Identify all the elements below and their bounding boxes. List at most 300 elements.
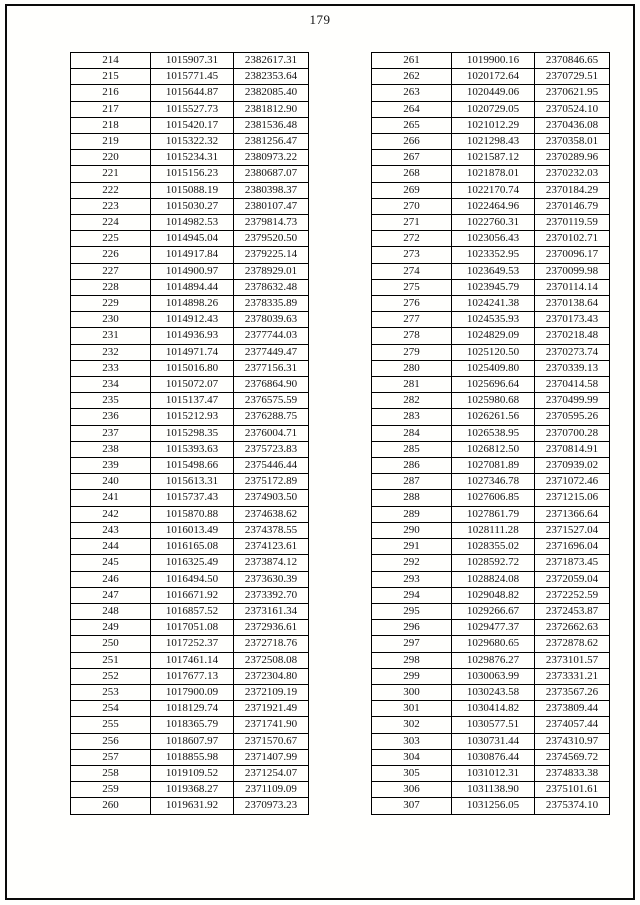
table-cell: 226 xyxy=(71,247,151,263)
table-cell: 1014945.04 xyxy=(151,231,234,247)
coordinate-table-right-body xyxy=(372,53,610,815)
table-row xyxy=(372,166,610,182)
table-cell: 1027346.78 xyxy=(452,474,535,490)
table-cell: 260 xyxy=(71,798,151,814)
table-cell: 1024829.09 xyxy=(452,328,535,344)
table-cell: 2374310.97 xyxy=(535,733,610,749)
table-cell: 290 xyxy=(372,522,452,538)
table-row xyxy=(71,215,309,231)
page-number: 179 xyxy=(309,12,331,27)
table-cell: 1025980.68 xyxy=(452,393,535,409)
table-cell: 292 xyxy=(372,555,452,571)
table-cell: 2370814.91 xyxy=(535,441,610,457)
table-row xyxy=(372,360,610,376)
table-row xyxy=(71,441,309,457)
table-cell: 269 xyxy=(372,182,452,198)
table-cell: 298 xyxy=(372,652,452,668)
table-cell: 1015137.47 xyxy=(151,393,234,409)
table-cell: 2370524.10 xyxy=(535,101,610,117)
table-cell: 2375723.83 xyxy=(234,441,309,457)
table-row xyxy=(71,150,309,166)
table-row xyxy=(71,166,309,182)
table-cell: 1015030.27 xyxy=(151,198,234,214)
table-cell: 2370414.58 xyxy=(535,377,610,393)
table-cell: 2380687.07 xyxy=(234,166,309,182)
table-cell: 2376288.75 xyxy=(234,409,309,425)
table-cell: 272 xyxy=(372,231,452,247)
table-cell: 234 xyxy=(71,377,151,393)
table-cell: 239 xyxy=(71,458,151,474)
table-cell: 1016671.92 xyxy=(151,587,234,603)
table-row xyxy=(372,101,610,117)
table-row xyxy=(71,85,309,101)
table-cell: 2381256.47 xyxy=(234,134,309,150)
table-row xyxy=(372,652,610,668)
table-cell: 1019631.92 xyxy=(151,798,234,814)
table-cell: 1015212.93 xyxy=(151,409,234,425)
table-cell: 1015072.07 xyxy=(151,377,234,393)
table-cell: 2370119.59 xyxy=(535,215,610,231)
table-cell: 284 xyxy=(372,425,452,441)
table-cell: 225 xyxy=(71,231,151,247)
table-row xyxy=(71,69,309,85)
table-cell: 1029048.82 xyxy=(452,587,535,603)
table-cell: 2380398.37 xyxy=(234,182,309,198)
table-row xyxy=(372,603,610,619)
table-cell: 1031012.31 xyxy=(452,765,535,781)
table-cell: 218 xyxy=(71,117,151,133)
table-cell: 1017900.09 xyxy=(151,684,234,700)
table-cell: 2374569.72 xyxy=(535,749,610,765)
table-cell: 305 xyxy=(372,765,452,781)
table-cell: 1015907.31 xyxy=(151,53,234,69)
table-cell: 1014912.43 xyxy=(151,312,234,328)
table-cell: 250 xyxy=(71,636,151,652)
table-cell: 1020449.06 xyxy=(452,85,535,101)
table-cell: 1015498.66 xyxy=(151,458,234,474)
table-row xyxy=(372,215,610,231)
table-cell: 1016857.52 xyxy=(151,603,234,619)
table-row xyxy=(71,409,309,425)
table-cell: 2372936.61 xyxy=(234,620,309,636)
table-cell: 1030731.44 xyxy=(452,733,535,749)
table-cell: 280 xyxy=(372,360,452,376)
table-cell: 1021878.01 xyxy=(452,166,535,182)
table-cell: 242 xyxy=(71,506,151,522)
table-cell: 1015613.31 xyxy=(151,474,234,490)
table-cell: 2374378.55 xyxy=(234,522,309,538)
table-row xyxy=(71,117,309,133)
table-cell: 1023649.53 xyxy=(452,263,535,279)
table-cell: 236 xyxy=(71,409,151,425)
table-cell: 1026261.56 xyxy=(452,409,535,425)
table-cell: 2370146.79 xyxy=(535,198,610,214)
table-cell: 2371527.04 xyxy=(535,522,610,538)
coordinate-table-left-body xyxy=(71,53,309,815)
table-cell: 2371921.49 xyxy=(234,701,309,717)
table-cell: 1015088.19 xyxy=(151,182,234,198)
table-cell: 258 xyxy=(71,765,151,781)
table-cell: 2373331.21 xyxy=(535,668,610,684)
table-row xyxy=(71,182,309,198)
table-cell: 1020729.05 xyxy=(452,101,535,117)
table-cell: 1015870.88 xyxy=(151,506,234,522)
table-row xyxy=(71,360,309,376)
table-cell: 259 xyxy=(71,782,151,798)
table-cell: 231 xyxy=(71,328,151,344)
table-cell: 1014982.53 xyxy=(151,215,234,231)
table-cell: 1030063.99 xyxy=(452,668,535,684)
table-row xyxy=(71,101,309,117)
table-cell: 2370339.13 xyxy=(535,360,610,376)
table-row xyxy=(71,733,309,749)
table-row xyxy=(372,490,610,506)
table-cell: 1025409.80 xyxy=(452,360,535,376)
table-cell: 2378632.48 xyxy=(234,279,309,295)
table-row xyxy=(71,377,309,393)
table-row xyxy=(71,474,309,490)
table-row xyxy=(372,636,610,652)
table-cell: 1022760.31 xyxy=(452,215,535,231)
table-cell: 1015322.32 xyxy=(151,134,234,150)
table-row xyxy=(372,684,610,700)
table-row xyxy=(71,555,309,571)
table-row xyxy=(372,587,610,603)
table-cell: 1028355.02 xyxy=(452,539,535,555)
table-cell: 1016494.50 xyxy=(151,571,234,587)
table-cell: 2370595.26 xyxy=(535,409,610,425)
table-cell: 288 xyxy=(372,490,452,506)
table-row xyxy=(372,701,610,717)
table-cell: 1014971.74 xyxy=(151,344,234,360)
table-row xyxy=(372,150,610,166)
table-cell: 2373161.34 xyxy=(234,603,309,619)
table-row xyxy=(372,312,610,328)
table-cell: 2370184.29 xyxy=(535,182,610,198)
table-cell: 1022170.74 xyxy=(452,182,535,198)
table-cell: 2370729.51 xyxy=(535,69,610,85)
table-cell: 229 xyxy=(71,296,151,312)
table-row xyxy=(71,263,309,279)
table-cell: 294 xyxy=(372,587,452,603)
table-cell: 1018607.97 xyxy=(151,733,234,749)
table-cell: 2372718.76 xyxy=(234,636,309,652)
table-cell: 265 xyxy=(372,117,452,133)
table-cell: 2372059.04 xyxy=(535,571,610,587)
table-cell: 2372662.63 xyxy=(535,620,610,636)
table-cell: 2372252.59 xyxy=(535,587,610,603)
table-row xyxy=(71,765,309,781)
table-cell: 2377156.31 xyxy=(234,360,309,376)
table-cell: 217 xyxy=(71,101,151,117)
table-cell: 223 xyxy=(71,198,151,214)
table-cell: 300 xyxy=(372,684,452,700)
table-cell: 2370173.43 xyxy=(535,312,610,328)
table-cell: 2372508.08 xyxy=(234,652,309,668)
table-row xyxy=(71,53,309,69)
table-row xyxy=(71,425,309,441)
table-cell: 270 xyxy=(372,198,452,214)
table-cell: 1029876.27 xyxy=(452,652,535,668)
table-row xyxy=(71,782,309,798)
table-cell: 2379520.50 xyxy=(234,231,309,247)
table-row xyxy=(71,749,309,765)
table-cell: 2373392.70 xyxy=(234,587,309,603)
table-cell: 251 xyxy=(71,652,151,668)
table-cell: 2370273.74 xyxy=(535,344,610,360)
table-cell: 1023945.79 xyxy=(452,279,535,295)
table-cell: 1027606.85 xyxy=(452,490,535,506)
table-cell: 1023056.43 xyxy=(452,231,535,247)
table-cell: 1017252.37 xyxy=(151,636,234,652)
table-row xyxy=(71,701,309,717)
table-row xyxy=(71,636,309,652)
table-row xyxy=(372,620,610,636)
table-row xyxy=(372,328,610,344)
table-row xyxy=(71,571,309,587)
table-cell: 2373630.39 xyxy=(234,571,309,587)
table-cell: 252 xyxy=(71,668,151,684)
table-cell: 2371873.45 xyxy=(535,555,610,571)
table-row xyxy=(372,668,610,684)
table-cell: 1031138.90 xyxy=(452,782,535,798)
table-row xyxy=(372,733,610,749)
table-cell: 2380107.47 xyxy=(234,198,309,214)
table-cell: 2372304.80 xyxy=(234,668,309,684)
table-cell: 1018365.79 xyxy=(151,717,234,733)
table-cell: 255 xyxy=(71,717,151,733)
table-cell: 278 xyxy=(372,328,452,344)
table-row xyxy=(71,522,309,538)
table-cell: 1019900.16 xyxy=(452,53,535,69)
table-cell: 1018129.74 xyxy=(151,701,234,717)
table-cell: 1029266.67 xyxy=(452,603,535,619)
table-cell: 1016325.49 xyxy=(151,555,234,571)
table-cell: 214 xyxy=(71,53,151,69)
table-cell: 1015771.45 xyxy=(151,69,234,85)
table-cell: 2374123.61 xyxy=(234,539,309,555)
table-row xyxy=(372,506,610,522)
table-cell: 2370436.08 xyxy=(535,117,610,133)
table-cell: 1015393.63 xyxy=(151,441,234,457)
table-cell: 256 xyxy=(71,733,151,749)
table-cell: 227 xyxy=(71,263,151,279)
table-cell: 1015420.17 xyxy=(151,117,234,133)
table-row xyxy=(372,377,610,393)
table-cell: 1020172.64 xyxy=(452,69,535,85)
table-cell: 1026812.50 xyxy=(452,441,535,457)
table-cell: 2375101.61 xyxy=(535,782,610,798)
table-cell: 274 xyxy=(372,263,452,279)
table-cell: 276 xyxy=(372,296,452,312)
table-cell: 2372878.62 xyxy=(535,636,610,652)
table-row xyxy=(71,684,309,700)
table-cell: 1031256.05 xyxy=(452,798,535,814)
table-row xyxy=(372,85,610,101)
table-cell: 2374638.62 xyxy=(234,506,309,522)
table-cell: 219 xyxy=(71,134,151,150)
table-cell: 2370102.71 xyxy=(535,231,610,247)
table-cell: 2377449.47 xyxy=(234,344,309,360)
table-cell: 1019109.52 xyxy=(151,765,234,781)
table-cell: 273 xyxy=(372,247,452,263)
table-cell: 283 xyxy=(372,409,452,425)
table-row xyxy=(372,198,610,214)
table-cell: 307 xyxy=(372,798,452,814)
table-cell: 1030577.51 xyxy=(452,717,535,733)
table-cell: 2371109.09 xyxy=(234,782,309,798)
table-row xyxy=(71,134,309,150)
table-cell: 245 xyxy=(71,555,151,571)
table-cell: 2374833.38 xyxy=(535,765,610,781)
table-cell: 2370289.96 xyxy=(535,150,610,166)
table-cell: 1015298.35 xyxy=(151,425,234,441)
table-cell: 296 xyxy=(372,620,452,636)
table-cell: 238 xyxy=(71,441,151,457)
table-cell: 253 xyxy=(71,684,151,700)
table-row xyxy=(372,571,610,587)
table-row xyxy=(372,798,610,814)
table-row xyxy=(71,198,309,214)
table-cell: 249 xyxy=(71,620,151,636)
table-row xyxy=(71,312,309,328)
table-cell: 243 xyxy=(71,522,151,538)
table-row xyxy=(372,344,610,360)
table-cell: 2382085.40 xyxy=(234,85,309,101)
table-cell: 2372109.19 xyxy=(234,684,309,700)
table-cell: 224 xyxy=(71,215,151,231)
table-cell: 1027081.89 xyxy=(452,458,535,474)
table-row xyxy=(71,279,309,295)
table-cell: 248 xyxy=(71,603,151,619)
table-row xyxy=(372,247,610,263)
table-cell: 1027861.79 xyxy=(452,506,535,522)
table-row xyxy=(372,474,610,490)
table-cell: 1015644.87 xyxy=(151,85,234,101)
coordinate-table-right xyxy=(371,52,610,815)
table-cell: 2378929.01 xyxy=(234,263,309,279)
table-cell: 2372453.87 xyxy=(535,603,610,619)
table-cell: 2381812.90 xyxy=(234,101,309,117)
table-cell: 228 xyxy=(71,279,151,295)
table-cell: 1018855.98 xyxy=(151,749,234,765)
table-cell: 1023352.95 xyxy=(452,247,535,263)
table-cell: 264 xyxy=(372,101,452,117)
table-cell: 2370099.98 xyxy=(535,263,610,279)
table-cell: 2376004.71 xyxy=(234,425,309,441)
table-row xyxy=(71,539,309,555)
table-row xyxy=(71,296,309,312)
table-row xyxy=(71,652,309,668)
table-cell: 2375374.10 xyxy=(535,798,610,814)
table-cell: 2370138.64 xyxy=(535,296,610,312)
table-cell: 1016013.49 xyxy=(151,522,234,538)
table-cell: 2370973.23 xyxy=(234,798,309,814)
table-row xyxy=(71,328,309,344)
table-cell: 2376575.59 xyxy=(234,393,309,409)
table-cell: 2373567.26 xyxy=(535,684,610,700)
table-row xyxy=(372,69,610,85)
table-row xyxy=(372,53,610,69)
table-cell: 1014936.93 xyxy=(151,328,234,344)
table-cell: 2371570.67 xyxy=(234,733,309,749)
table-cell: 1026538.95 xyxy=(452,425,535,441)
table-row xyxy=(372,117,610,133)
table-cell: 216 xyxy=(71,85,151,101)
table-cell: 261 xyxy=(372,53,452,69)
table-row xyxy=(372,296,610,312)
table-cell: 277 xyxy=(372,312,452,328)
table-cell: 2371215.06 xyxy=(535,490,610,506)
table-cell: 2374903.50 xyxy=(234,490,309,506)
table-cell: 2371407.99 xyxy=(234,749,309,765)
table-cell: 232 xyxy=(71,344,151,360)
table-cell: 2371072.46 xyxy=(535,474,610,490)
table-row xyxy=(372,182,610,198)
table-cell: 2370499.99 xyxy=(535,393,610,409)
table-cell: 1024241.38 xyxy=(452,296,535,312)
table-cell: 2370096.17 xyxy=(535,247,610,263)
table-cell: 291 xyxy=(372,539,452,555)
table-row xyxy=(372,749,610,765)
table-row xyxy=(372,765,610,781)
table-cell: 2370114.14 xyxy=(535,279,610,295)
table-cell: 2370846.65 xyxy=(535,53,610,69)
table-cell: 1017461.14 xyxy=(151,652,234,668)
table-cell: 1021012.29 xyxy=(452,117,535,133)
table-cell: 2370358.01 xyxy=(535,134,610,150)
table-row xyxy=(372,231,610,247)
table-cell: 1030414.82 xyxy=(452,701,535,717)
table-cell: 1017677.13 xyxy=(151,668,234,684)
table-row xyxy=(372,555,610,571)
table-cell: 301 xyxy=(372,701,452,717)
table-cell: 2371741.90 xyxy=(234,717,309,733)
table-row xyxy=(372,409,610,425)
table-cell: 262 xyxy=(372,69,452,85)
table-cell: 2370232.03 xyxy=(535,166,610,182)
table-cell: 2382617.31 xyxy=(234,53,309,69)
table-row xyxy=(71,458,309,474)
table-cell: 303 xyxy=(372,733,452,749)
table-cell: 2370218.48 xyxy=(535,328,610,344)
table-cell: 304 xyxy=(372,749,452,765)
table-cell: 1030876.44 xyxy=(452,749,535,765)
table-cell: 2379225.14 xyxy=(234,247,309,263)
table-cell: 2370621.95 xyxy=(535,85,610,101)
table-cell: 295 xyxy=(372,603,452,619)
table-cell: 2378039.63 xyxy=(234,312,309,328)
table-cell: 246 xyxy=(71,571,151,587)
table-cell: 263 xyxy=(372,85,452,101)
table-cell: 1025696.64 xyxy=(452,377,535,393)
table-cell: 254 xyxy=(71,701,151,717)
table-cell: 233 xyxy=(71,360,151,376)
table-cell: 1015016.80 xyxy=(151,360,234,376)
table-cell: 1029680.65 xyxy=(452,636,535,652)
table-cell: 1028592.72 xyxy=(452,555,535,571)
table-cell: 1024535.93 xyxy=(452,312,535,328)
table-row xyxy=(71,506,309,522)
table-row xyxy=(372,279,610,295)
table-row xyxy=(372,539,610,555)
table-cell: 2373809.44 xyxy=(535,701,610,717)
table-cell: 1029477.37 xyxy=(452,620,535,636)
table-cell: 1014917.84 xyxy=(151,247,234,263)
table-cell: 282 xyxy=(372,393,452,409)
table-cell: 1028824.08 xyxy=(452,571,535,587)
table-cell: 2377744.03 xyxy=(234,328,309,344)
